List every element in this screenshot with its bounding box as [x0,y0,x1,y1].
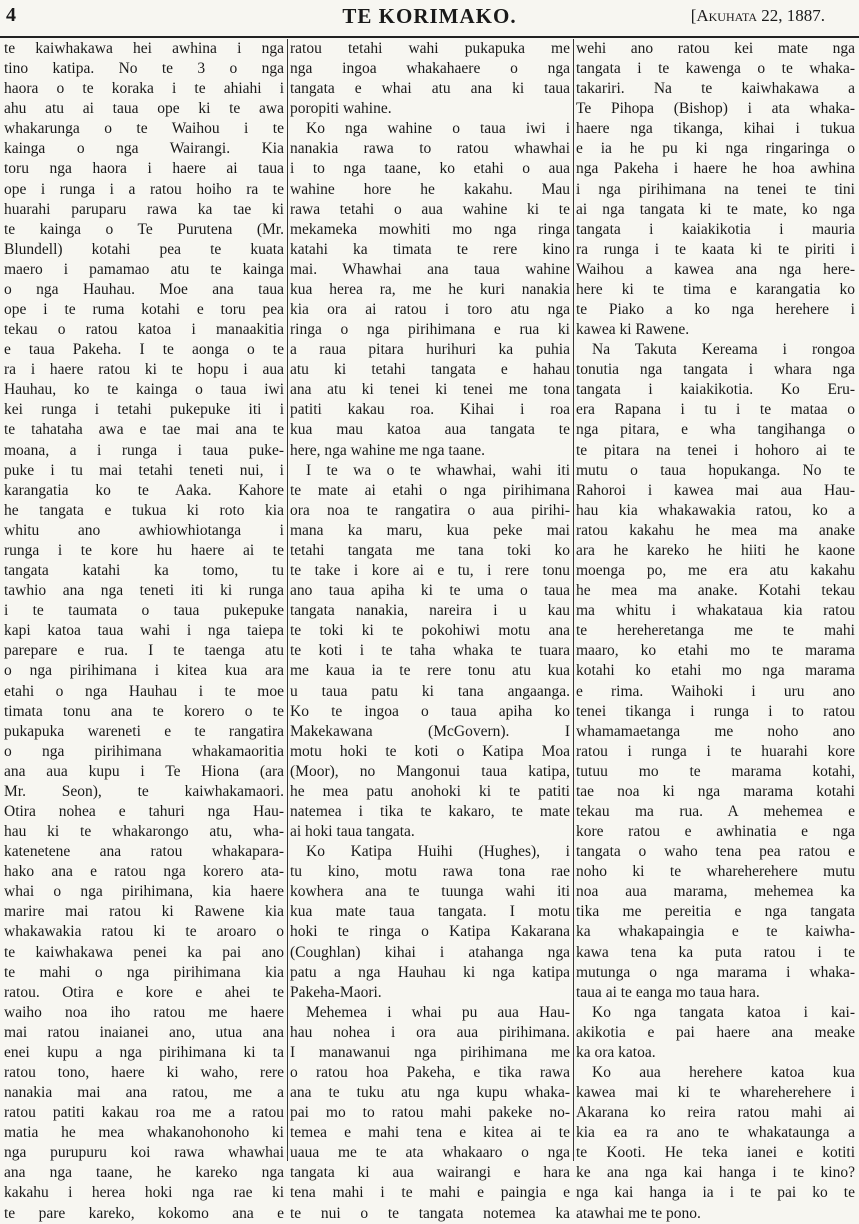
text-line: tetahi tangata me tana toki ko [290,541,570,559]
text-line: puke i tu mai tetahi teneti nui, i [4,461,284,479]
text-line: tangata nanakia, nareira i u kau [290,602,570,620]
text-line: kawa tena ka puta ratou i te [576,943,855,961]
text-line: huarahi paruparu rawa ka tae ki [4,200,284,218]
text-line: o nga pirihimana whakamaoritia [4,742,284,760]
text-line: takariri. Na te kaiwhakawa a [576,80,855,98]
text-line: kotahi ko etahi mo nga marama [576,662,855,680]
text-line: u taua patu ki tana angaanga. [290,682,570,700]
text-line: tonutia nga tangata i whara nga [576,361,855,379]
text-line: here ki te tima e karangatia ko [576,280,855,298]
text-line: tika me pereitia e nga tangata [576,903,855,921]
text-line: ringa o nga pirihimana e rua ki [290,321,570,339]
text-line: tangata ki aua wairangi e hara [290,1164,570,1182]
text-line: e taua Pakeha. I te aonga o te [4,341,284,359]
text-line: mai. Whawhai ana taua wahine [290,260,570,278]
text-line: here, nga wahine me nga taane. [290,441,485,459]
text-line: te mahi o nga pirihimana kia [4,963,284,981]
text-line: kia ora ai ratou i toro atu nga [290,301,570,319]
text-line: tenei tikanga i runga i to ratou [576,702,855,720]
text-line: te kaiwhakawa penei ka pai ano [4,943,284,961]
text-line: te kainga o Te Purutena (Mr. [4,220,284,238]
article-columns [4,39,855,1222]
text-line: mai ratou inaianei ano, utua ana [4,1023,284,1041]
text-line: tutuu mo te marama kotahi, [576,762,855,780]
text-line: waiho noa iho ratou me haere [4,1003,284,1021]
text-line: noa aua marama, mehemea ka [576,883,855,901]
text-line: tae noa ki nga marama kotahi [576,782,855,800]
text-line: whakarunga o te Waihou i te [4,120,284,138]
text-line: wehi ano ratou kei mate nga [576,40,855,57]
text-line: tu kino, motu rawa tona rae [290,863,570,881]
text-line: Na Takuta Kereama i rongoa [592,341,855,359]
text-line: natemea i tika te kakaro, te mate [290,802,570,820]
text-line: ratou kakahu he mea ma anake [576,521,855,539]
text-line: ra runga i te kaata ki te piriti i [576,240,855,258]
text-line: ora noa te rangatira o aua pirihi- [290,501,570,519]
text-line: Mehemea i whai pu aua Hau- [306,1003,570,1021]
text-line: tena mahi i te mahi e paingia e [290,1184,570,1202]
text-line: o nga pirihimana i kitea kua ara [4,662,284,680]
text-line: marire mai ratou ki Rawene kia [4,903,284,921]
text-line: atawhai me te pono. [576,1204,701,1222]
text-line: ratou tetahi wahi pukapuka me [290,40,570,57]
text-line: temea e mahi tena e kitea ai te [290,1124,570,1142]
text-line: pukapuka wareneti e te rangatira [4,722,284,740]
text-line: hako ana e ratou nga korero ata- [4,863,284,881]
text-line: timata tonu ana te korero o te [4,702,284,720]
text-line: ana atu ki tenei ki tenei me tona [290,381,570,399]
text-line: nanakia mai ana ratou, me a [4,1084,284,1102]
text-line: ratou tono, haere ki waho, rere [4,1063,284,1081]
article-column-3 [576,39,855,1222]
text-line: katenetene ana ratou whakapara- [4,843,284,861]
text-line: wahine hore he kakahu. Mau [290,180,570,198]
text-line: ano taua apiha ki te uma o taua [290,582,570,600]
text-line: nga Pakeha i haere he hoa awhina [576,160,855,178]
text-line: o ratou hoa Pakeha, e tika rawa [290,1063,570,1081]
text-line: tangata e whai atu ana ki taua [290,80,570,98]
text-line: e ia he pu ki nga ringaringa o [576,140,855,158]
text-line: kapi katoa taua wahi i nga taiepa [4,622,284,640]
text-line: (Moor), no Mangonui taua katipa, [290,762,570,780]
text-line: ratou. Otira e kore e ahei te [4,983,284,1001]
text-line: mutunga o nga marama i whaka- [576,963,855,981]
text-line: kore ratou e awhinatia e nga [576,823,855,841]
text-line: hau nohea i ora aua pirihimana. [290,1023,570,1041]
text-line: ai nga tangata ki te mate, ko nga [576,200,855,218]
text-line: i nga pirihimana na tenei te tini [576,180,855,198]
text-line: ara he kareko he hiiti he kaone [576,541,855,559]
article-column-1 [4,39,284,1222]
text-line: Mr. Seon), te kaiwhakamaori. [4,782,284,800]
text-line: ratou patiti kakau roa me a ratou [4,1104,284,1122]
text-line: Ko nga wahine o taua iwi i [306,120,570,138]
text-line: a raua pitara hurihuri ka puhia [290,341,570,359]
text-line: ma whitu i whakataua kia ratou [576,602,855,620]
text-line: kakahu i herea hoki nga rae ki [4,1184,284,1202]
text-line: o nga Hauhau. Moe ana taua [4,280,284,298]
text-line: kawea ki Rawene. [576,321,690,339]
text-line: haere nga tikanga, kihai i tukua [576,120,855,138]
text-line: kainga o nga Wairangi. Kia [4,140,284,158]
text-line: ope i runga i a ratou hoiho ra te [4,180,284,198]
text-line: tangata o waho tena pea ratou e [576,843,855,861]
text-line: moenga po, me era atu kakahu [576,562,855,580]
text-line: poropiti wahine. [290,100,392,118]
text-line: ana te tuku atu nga kupu whaka- [290,1084,570,1102]
text-line: Otira nohea e tahuri nga Hau- [4,802,284,820]
text-line: akikotia e pai haere ana meake [576,1023,855,1041]
text-line: toru nga haora i haere ai taua [4,160,284,178]
text-line: i to nga taane, ko etahi o aua [290,160,570,178]
text-line: e rima. Waihoki i uru ano [576,682,855,700]
text-line: me kaua ia te rere tonu atu kua [290,662,570,680]
text-line: ke ana nga kai hanga i te kino? [576,1164,855,1182]
text-line: ana aua kupu i Te Hiona (ara [4,762,284,780]
text-line: whamamaetanga me noho ano [576,722,855,740]
text-line: ka ora katoa. [576,1043,656,1061]
text-line: whitu ano awhiowhiotanga i [4,521,284,539]
text-line: Hauhau, ko te kainga o taua iwi [4,381,284,399]
text-line: hoki te ringa o Katipa Kakarana [290,923,570,941]
column-rule [573,39,574,1161]
text-line: ra i haere ratou ki te hopu i aua [4,361,284,379]
text-line: he mea ma anake. Kotahi tekau [576,582,855,600]
text-line: Makekawana (McGovern). I [290,722,570,740]
text-line: te nui o te tangata notemea ka [290,1204,570,1222]
text-line: kua herea ra, me he kuri nanakia [290,280,570,298]
text-line: te kaiwhakawa hei awhina i nga [4,40,284,57]
text-line: nga purupuru koi rawa whawhai [4,1144,284,1162]
text-line: haora o te koraka i te ahiahi i [4,80,284,98]
text-line: kia ea ra ano te whakataunga a [576,1124,855,1142]
text-line: mekameka mowhiti mo nga ringa [290,220,570,238]
text-line: tangata i te kawenga o te whaka- [576,60,855,78]
issue-date: [Akuhata 22, 1887. [690,6,825,25]
text-line: uaua me te ata whakaaro o nga [290,1144,570,1162]
text-line: tawhio ana nga teneti iti ki runga [4,582,284,600]
text-line: maero i pamamao atu te kainga [4,260,284,278]
text-line: Te Pihopa (Bishop) i ata whaka- [576,100,855,118]
text-line: Ko nga tangata katoa i kai- [592,1003,855,1021]
text-line: he mea patu anohoki ki te patiti [290,782,570,800]
text-line: matia he mea whakanohonoho ki [4,1124,284,1142]
text-line: hau kia whakawakia ratou, ko a [576,501,855,519]
text-line: Pakeha-Maori. [290,983,382,1001]
text-line: I manawanui nga pirihimana me [290,1043,570,1061]
text-line: te toki ki te pokohiwi motu ana [290,622,570,640]
text-line: tangata i kaiakikotia i mauria [576,220,855,238]
text-line: I te wa o te whawhai, wahi iti [306,461,570,479]
text-line: Ko aua herehere katoa kua [592,1063,855,1081]
text-line: tekau ma rua. A mehemea e [576,802,855,820]
text-line: whakawakia ratou ki te aroaro o [4,923,284,941]
text-line: karangatia ko te Aaka. Kahore [4,481,284,499]
text-line: tangata i kaiakikotia. Ko Eru- [576,381,855,399]
text-line: rawa tetahi o aua wahine ki te [290,200,570,218]
text-line: pai mo to ratou mahi pakeke no- [290,1104,570,1122]
article-column-2 [290,39,570,1222]
page-header [0,0,859,38]
text-line: ahu atu ai taua ope ki te awa [4,100,284,118]
text-line: te take i kore ai e tu, i rere tonu [290,562,570,580]
text-line: tekau o ratou katoa i manaakitia [4,321,284,339]
text-line: te tahataha awa e tae mai ana te [4,421,284,439]
text-line: ka whakapaingia e te kaiwha- [576,923,855,941]
text-line: motu hoki te koti o Katipa Moa [290,742,570,760]
page-number: 4 [6,4,16,26]
text-line: nga ingoa whakahaere o nga [290,60,570,78]
text-line: Blundell) kotahi pea te kuata [4,240,284,258]
text-line: patiti kakau roa. Kihai i roa [290,401,570,419]
text-line: kawea mai ki te whareherehere i [576,1084,855,1102]
text-line: ana nga taane, he kareko nga [4,1164,284,1182]
text-line: tangata katahi ka tomo, tu [4,562,284,580]
text-line: moana, a i runga i taua puke- [4,441,284,459]
text-line: kua mate taua tangata. I motu [290,903,570,921]
text-line: i te taumata o taua pukepuke [4,602,284,620]
text-line: te mate ai etahi o nga pirihimana [290,481,570,499]
text-line: te koti i te taha whaka te tuara [290,642,570,660]
text-line: taua ai te eanga mo taua hara. [576,983,760,1001]
text-line: Akarana ko reira ratou mahi ai [576,1104,855,1122]
text-line: parepare e rua. I te taenga atu [4,642,284,660]
text-line: nanakia rawa to ratou whawhai [290,140,570,158]
text-line: he tangata e tukua ki roto kia [4,501,284,519]
text-line: te pitara na tenei i hohoro ai te [576,441,855,459]
text-line: patu a nga Hauhau ki nga katipa [290,963,570,981]
text-line: runga i te kore hu haere ai te [4,541,284,559]
text-line: mutu o taua hopukanga. No te [576,461,855,479]
text-line: te Piako a ko nga herehere i [576,301,855,319]
text-line: Ko Katipa Huihi (Hughes), i [306,843,570,861]
text-line: te Kooti. He teka ianei e kotiti [576,1144,855,1162]
text-line: era Rapana i tu i te mataa o [576,401,855,419]
column-rule [287,39,288,1161]
text-line: tino katipa. No te 3 o nga [4,60,284,78]
text-line: enei kupu a nga pirihimana ki ta [4,1043,284,1061]
text-line: Rahoroi i kawea mai aua Hau- [576,481,855,499]
text-line: te hereheretanga me te mahi [576,622,855,640]
text-line: ai hoki taua tangata. [290,823,415,841]
text-line: etahi o nga Hauhau i te moe [4,682,284,700]
newspaper-title: TE KORIMAKO. [342,4,517,28]
text-line: Ko te ingoa o taua apiha ko [290,702,570,720]
text-line: mana ka maru, kua peke mai [290,521,570,539]
text-line: atu ki tetahi tangata e hahau [290,361,570,379]
text-line: katahi ka timata te rere kino [290,240,570,258]
text-line: kua mau katoa aua tangata te [290,421,570,439]
text-line: maaro, ko etahi mo te marama [576,642,855,660]
text-line: nga kai hanga ia i te pai ko te [576,1184,855,1202]
text-line: kowhera ana te tuunga wahi iti [290,883,570,901]
text-line: ratou i runga i te huarahi kore [576,742,855,760]
text-line: Waihou a kawea ana nga here- [576,260,855,278]
text-line: noho ki te whareherehere mutu [576,863,855,881]
text-line: whai o nga pirihimana, kia haere [4,883,284,901]
text-line: (Coughlan) kihai i atahanga nga [290,943,570,961]
text-line: te pare kareko, kokomo ana e [4,1204,284,1222]
text-line: kei runga i tetahi pukepuke iti i [4,401,284,419]
text-line: ope i te ruma kotahi e toru pea [4,301,284,319]
text-line: nga pitara, e wha tangihanga o [576,421,855,439]
text-line: hau ki te whakarongo atu, wha- [4,823,284,841]
